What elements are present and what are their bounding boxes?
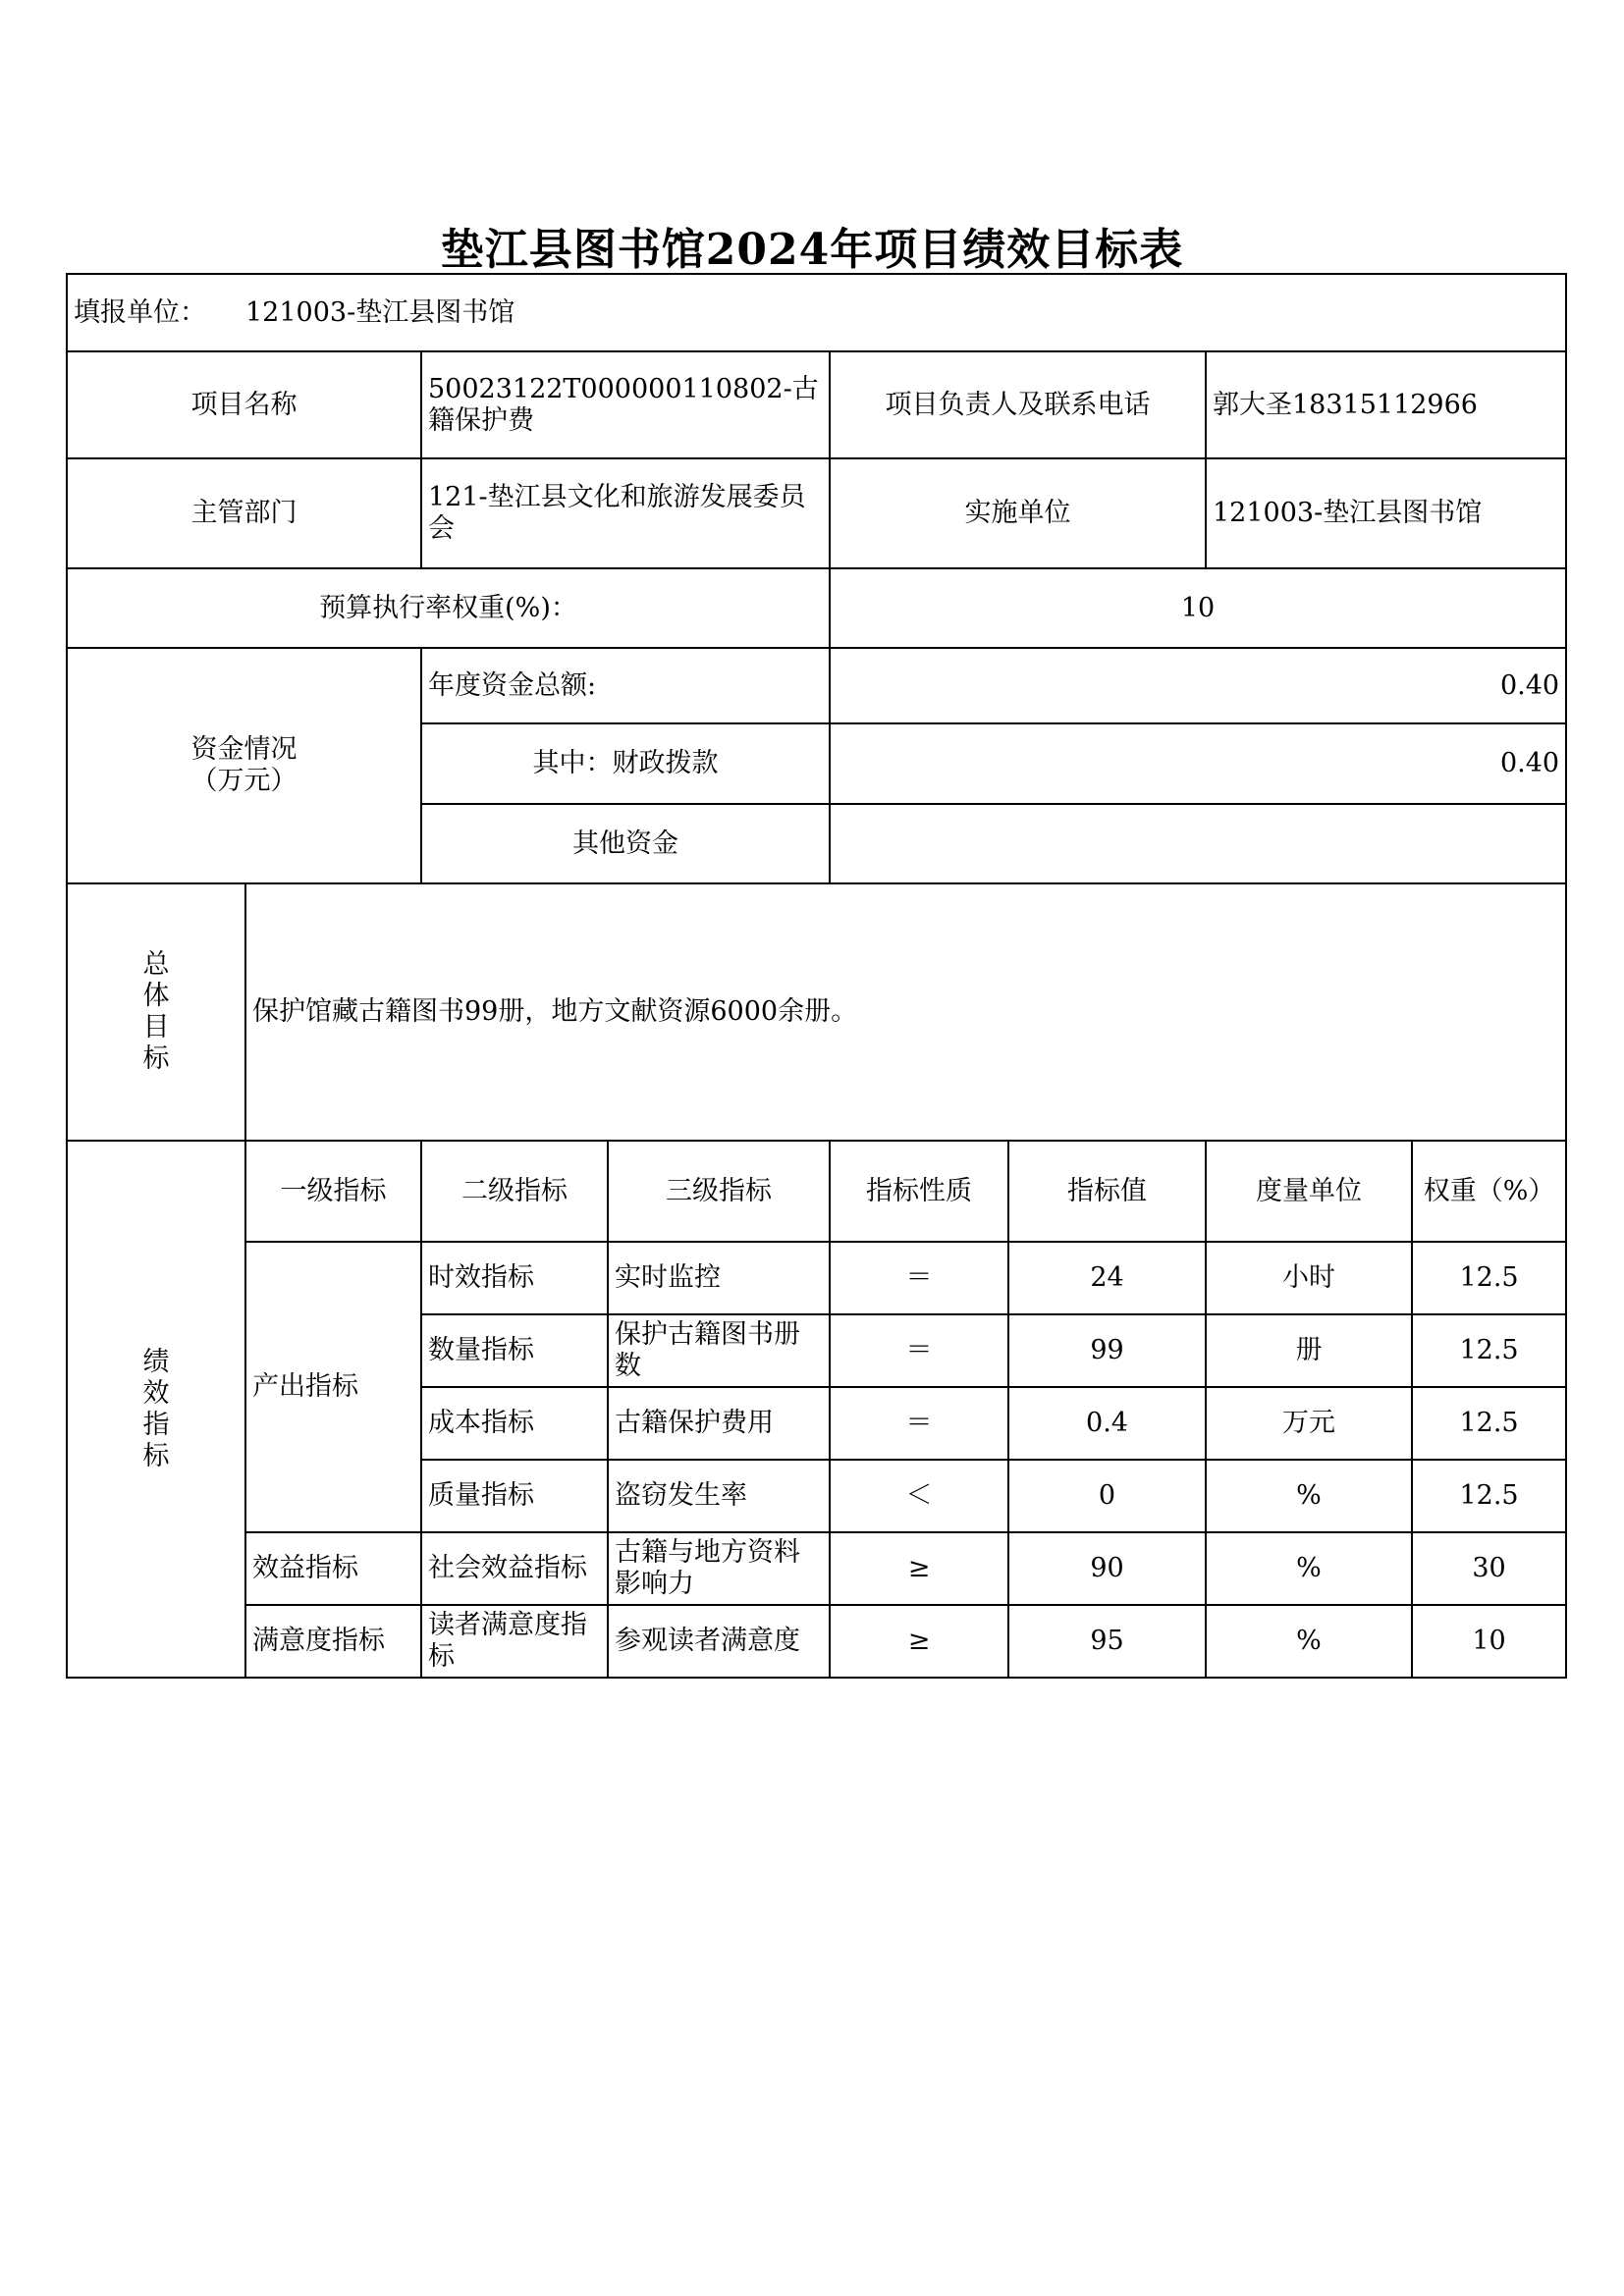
reporting-unit-label: 填报单位：: [74, 296, 206, 328]
value-cell: 24: [1008, 1242, 1206, 1314]
implementer-value: 121003-垫江县图书馆: [1206, 458, 1566, 568]
unit-cell: %: [1206, 1605, 1412, 1678]
budget-weight-row: [67, 568, 1566, 648]
weight-cell: 10: [1412, 1605, 1566, 1678]
fiscal-funds-label: 其中：财政拨款: [421, 723, 830, 804]
funds-annual-row: [67, 648, 1566, 723]
implementer-label: 实施单位: [830, 458, 1206, 568]
reporting-unit-row: [67, 274, 1566, 351]
department-value: 121-垫江县文化和旅游发展委员会: [421, 458, 830, 568]
level2-cell: 质量指标: [421, 1460, 608, 1532]
level2-cell: 时效指标: [421, 1242, 608, 1314]
weight-cell: 12.5: [1412, 1314, 1566, 1387]
overall-goal-char: 目: [142, 1012, 170, 1042]
nature-cell: ＝: [830, 1314, 1008, 1387]
budget-weight-label: 预算执行率权重(%)：: [67, 568, 830, 648]
level2-cell: 成本指标: [421, 1387, 608, 1460]
page-title: 垫江县图书馆2024年项目绩效目标表: [440, 225, 1184, 275]
unit-cell: %: [1206, 1532, 1412, 1605]
performance-goal-table: [66, 273, 1567, 1679]
funds-label-line1: 资金情况: [190, 734, 298, 765]
level2-cell: 数量指标: [421, 1314, 608, 1387]
value-cell: 99: [1008, 1314, 1206, 1387]
weight-cell: 12.5: [1412, 1387, 1566, 1460]
table-row: [67, 1242, 1566, 1314]
level3-cell: 古籍保护费用: [608, 1387, 830, 1460]
header-value: 指标值: [1008, 1141, 1206, 1242]
performance-char: 标: [142, 1440, 170, 1471]
overall-goal-text: 保护馆藏古籍图书99册，地方文献资源6000余册。: [245, 883, 1566, 1141]
header-level2: 二级指标: [421, 1141, 608, 1242]
performance-label: [67, 1141, 245, 1678]
level3-cell: 实时监控: [608, 1242, 830, 1314]
department-label: 主管部门: [67, 458, 421, 568]
level2-cell: 社会效益指标: [421, 1532, 608, 1605]
funds-label: [67, 648, 421, 883]
unit-cell: 万元: [1206, 1387, 1412, 1460]
level3-cell: 保护古籍图书册数: [608, 1314, 830, 1387]
unit-cell: %: [1206, 1460, 1412, 1532]
nature-cell: ≥: [830, 1605, 1008, 1678]
level3-cell: 参观读者满意度: [608, 1605, 830, 1678]
satisfaction-indicator-label: 满意度指标: [245, 1605, 421, 1678]
value-cell: 0.4: [1008, 1387, 1206, 1460]
performance-char: 效: [142, 1377, 170, 1409]
project-name-value: 50023122T000000110802-古籍保护费: [421, 351, 830, 458]
value-cell: 0: [1008, 1460, 1206, 1532]
overall-goal-char: 体: [142, 981, 170, 1011]
level3-cell: 盗窃发生率: [608, 1460, 830, 1532]
project-name-row: [67, 351, 1566, 458]
performance-char: 指: [142, 1409, 170, 1440]
funds-label-line2: （万元）: [190, 766, 298, 796]
header-level1: 一级指标: [245, 1141, 421, 1242]
project-leader-label: 项目负责人及联系电话: [830, 351, 1206, 458]
budget-weight-value: 10: [830, 568, 1566, 648]
overall-goal-label: [67, 883, 245, 1141]
performance-header-row: [67, 1141, 1566, 1242]
nature-cell: ≥: [830, 1532, 1008, 1605]
table-row: [67, 1605, 1566, 1678]
unit-cell: 册: [1206, 1314, 1412, 1387]
benefit-indicator-label: 效益指标: [245, 1532, 421, 1605]
value-cell: 95: [1008, 1605, 1206, 1678]
nature-cell: ＝: [830, 1242, 1008, 1314]
other-funds-label: 其他资金: [421, 804, 830, 883]
department-row: [67, 458, 1566, 568]
annual-funds-label: 年度资金总额:: [421, 648, 830, 723]
other-funds-value: [830, 804, 1566, 883]
unit-cell: 小时: [1206, 1242, 1412, 1314]
overall-goal-char: 总: [142, 949, 170, 980]
nature-cell: ＝: [830, 1387, 1008, 1460]
annual-funds-value: 0.40: [830, 648, 1566, 723]
table-row: [67, 1532, 1566, 1605]
header-nature: 指标性质: [830, 1141, 1008, 1242]
fiscal-funds-value: 0.40: [830, 723, 1566, 804]
overall-goal-char: 标: [142, 1043, 170, 1074]
header-unit: 度量单位: [1206, 1141, 1412, 1242]
header-level3: 三级指标: [608, 1141, 830, 1242]
nature-cell: ＜: [830, 1460, 1008, 1532]
value-cell: 90: [1008, 1532, 1206, 1605]
header-weight: 权重（%）: [1412, 1141, 1566, 1242]
project-name-label: 项目名称: [67, 351, 421, 458]
weight-cell: 12.5: [1412, 1242, 1566, 1314]
level3-cell: 古籍与地方资料影响力: [608, 1532, 830, 1605]
weight-cell: 30: [1412, 1532, 1566, 1605]
performance-char: 绩: [142, 1346, 170, 1377]
overall-goal-row: [67, 883, 1566, 1141]
output-indicator-label: 产出指标: [245, 1242, 421, 1532]
level2-cell: 读者满意度指标: [421, 1605, 608, 1678]
reporting-unit-value: 121003-垫江县图书馆: [245, 296, 515, 328]
weight-cell: 12.5: [1412, 1460, 1566, 1532]
project-leader-value: 郭大圣18315112966: [1206, 351, 1566, 458]
